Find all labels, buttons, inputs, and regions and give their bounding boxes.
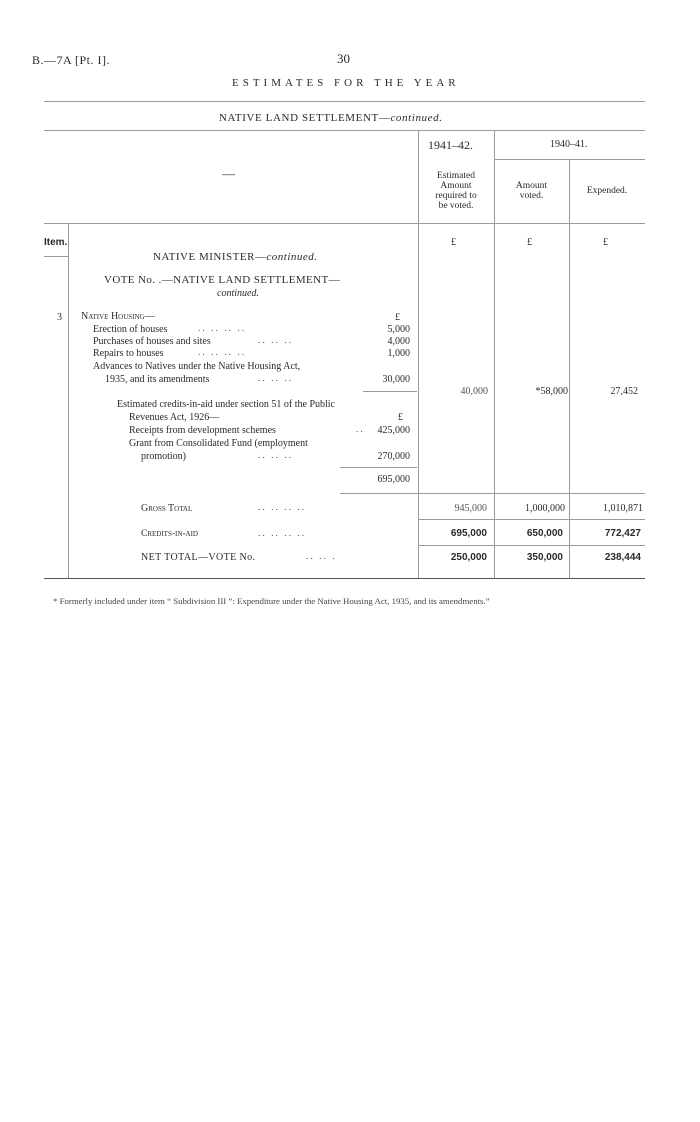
expended-column-rule: [569, 159, 570, 578]
gross-total-expended: 1,010,871: [603, 503, 643, 514]
pound-sign-expended: £: [603, 237, 608, 248]
credits-in-aid-label: Credits-in-aid: [141, 529, 198, 539]
item-column-header: Item.: [44, 237, 68, 248]
credits-in-aid-voted: 650,000: [526, 528, 563, 539]
table-top-rule: [44, 130, 645, 131]
leader-dots: .. .. .. ..: [198, 324, 247, 334]
receipts-value: 425,000: [377, 425, 410, 436]
leader-dots: .. .. .. ..: [258, 503, 307, 513]
estimated-column-rule: [418, 130, 419, 578]
running-title: ESTIMATES FOR THE YEAR: [232, 77, 460, 89]
item-heading: Native Housing—: [81, 311, 155, 322]
item-header-rule: [44, 256, 68, 257]
item-voted-value: *58,000: [535, 386, 568, 397]
estimated-column-header: [418, 171, 494, 211]
subtotal-rule: [363, 391, 417, 392]
grant-label-line1: Grant from Consolidated Fund (employment: [129, 438, 308, 449]
line-item-label: Repairs to houses: [93, 348, 164, 359]
line-item-label: Purchases of houses and sites: [93, 336, 211, 347]
vote-heading: VOTE No. .—NATIVE LAND SETTLEMENT—: [104, 274, 341, 286]
description-dash: —: [222, 166, 235, 181]
advances-value: 30,000: [382, 374, 410, 385]
leader-dots: .. .. ..: [258, 336, 293, 346]
leader-dots: .. .. ..: [258, 451, 293, 461]
receipts-label: Receipts from development schemes: [129, 425, 276, 436]
credits-total-rule: [340, 467, 417, 468]
section-title: [219, 112, 443, 124]
vote-heading-suffix: continued.: [217, 288, 259, 299]
item-column-rule: [68, 223, 69, 578]
line-item-label: Erection of houses: [93, 324, 168, 335]
year-current-label: 1941–42.: [428, 138, 473, 152]
voted-column-rule: [494, 130, 495, 578]
voted-header-line: Amount: [515, 181, 548, 191]
advances-label-line2: 1935, and its amendments: [105, 374, 210, 385]
section-title-suffix: continued.: [390, 112, 443, 124]
voted-column-header: [494, 181, 569, 201]
leader-dots: .. .. .. ..: [198, 348, 247, 358]
totals-top-rule: [340, 493, 645, 494]
net-total-expended: 238,444: [604, 552, 641, 563]
leader-dots: .. .. .. ..: [258, 529, 307, 539]
credits-in-aid-estimated: 695,000: [450, 528, 487, 539]
minister-heading: [153, 251, 318, 263]
net-total-voted: 350,000: [526, 552, 563, 563]
credits-label-line1: Estimated credits-in-aid under section 51 of the Public: [117, 399, 335, 410]
minister-heading-main: NATIVE MINISTER—: [153, 251, 267, 263]
pound-sign-voted: £: [527, 237, 532, 248]
grant-label-line2: promotion): [141, 451, 186, 462]
leader-dots: .. .. .: [306, 552, 337, 562]
gross-total-voted: 1,000,000: [525, 503, 565, 514]
section-title-main: NATIVE LAND SETTLEMENT—: [219, 112, 391, 124]
gross-total-rule: [418, 519, 645, 520]
credits-label-line2: Revenues Act, 1926—: [129, 412, 220, 423]
grant-value: 270,000: [377, 451, 410, 462]
voted-header-line: voted.: [519, 191, 544, 201]
item-estimated-value: 40,000: [460, 386, 488, 397]
item-number: 3: [57, 312, 62, 323]
document-reference: B.—7A [Pt. I].: [32, 53, 111, 67]
gross-total-estimated: 945,000: [454, 503, 487, 514]
header-rule: [44, 101, 645, 102]
leader-dots: ..: [356, 425, 365, 435]
credits-total-value: 695,000: [377, 474, 410, 485]
item-expended-value: 27,452: [610, 386, 638, 397]
gross-total-label: Gross Total: [141, 503, 193, 514]
table-bottom-rule: [44, 578, 645, 579]
line-item-value: 4,000: [387, 336, 410, 347]
expended-column-header: Expended.: [586, 186, 628, 196]
year-previous-label: 1940–41.: [550, 139, 588, 150]
footnote: * Formerly included under item “ Subdivision III ”: Expenditure under the Native Housing Act, 1935, and its amendments.”: [53, 596, 490, 606]
credits-in-aid-expended: 772,427: [604, 528, 641, 539]
estimated-header-line: be voted.: [438, 201, 474, 211]
net-total-estimated: 250,000: [450, 552, 487, 563]
advances-label-line1: Advances to Natives under the Native Housing Act,: [93, 361, 301, 372]
page-number: 30: [337, 51, 350, 66]
line-item-value: 5,000: [387, 324, 410, 335]
estimated-header-line: Estimated: [437, 171, 475, 181]
net-total-label: NET TOTAL—VOTE No.: [141, 552, 256, 563]
minister-heading-suffix: continued.: [266, 251, 318, 263]
credits-pound-sign: £: [398, 412, 403, 423]
estimated-header-line: Amount: [440, 181, 472, 191]
credits-in-aid-rule: [418, 545, 645, 546]
pound-sign-estimated: £: [451, 237, 456, 248]
line-item-value: 1,000: [387, 348, 410, 359]
leader-dots: .. .. ..: [258, 374, 293, 384]
item-pound-sign: £: [395, 312, 400, 323]
header-bottom-rule: [44, 223, 645, 224]
estimated-header-line: required to: [435, 191, 477, 201]
